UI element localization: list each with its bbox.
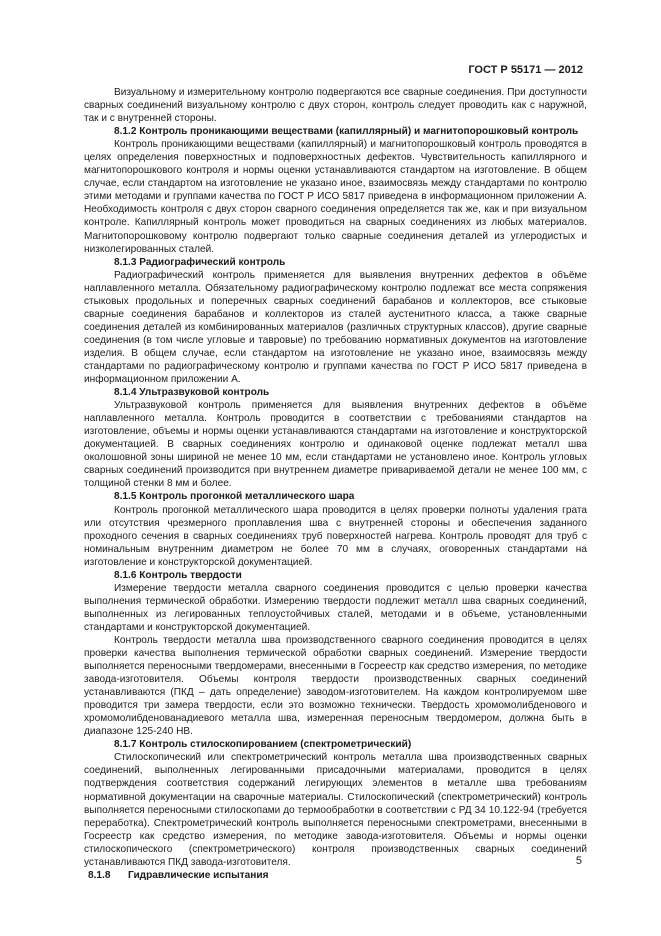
paragraph: Ультразвуковой контроль применяется для выявления внутренних дефектов в объёме наплавленного металла. Контроль проводится в соответствии с требованиями стандартов на изготовление, объемы и нормы оценки устанавливаются стандартами на изготовление и конструкторской документацией. В сварных соединениях контролю и одинаковой оценке подлежат металл шва околошовной зоны шириной не менее 10 мм, если стандартами не установлено иное. Контроль угловых сварных соединений производится при внутреннем диаметре привариваемой детали не менее 100 мм, с толщиной стенки 8 мм и более. xyxy=(84,400,587,490)
section-number: 8.1.4 xyxy=(114,387,137,399)
section-title: Ультразвуковой контроль xyxy=(139,387,270,399)
section-number: 8.1.2 xyxy=(114,126,137,138)
paragraph: Измерение твердости металла сварного соединения проводится с целью проверки качества выполнения термической обработки. Измерению твердости подлежит металл шва сварных соединений, выполненных из легированных теплоустойчивых сталей, методами и в объеме, установленными стандартами и конструкторской документацией. xyxy=(84,582,587,633)
paragraph: Контроль твердости металла шва производственного сварного соединения проводится в целях проверки качества выполнения термической обработки сварных соединений. Измерение твердости выполняется переносными твердомерами, внесенными в Госреестр как средство измерения, по методике завода-изготовителя. Объемы контроля твердости производственных сварных соединений устанавливаются (ПКД – дать определение) заводом-изготовителем. На каждом контролируемом шве проводится три замера твердости, если это возможно технически. Твердость хромомолибденового и хромомолибденованадиевого металла шва, измеренная переносным твердомером, должна быть в диапазоне 125-240 НВ. xyxy=(84,634,587,738)
section-heading-8-1-2 xyxy=(84,125,587,138)
paragraph: Стилоскопический или спектрометрический контроль металла шва производственных сварных соединений, выполненных легированными присадочными материалами, проводится в целях подтверждения соответствия содержаний легирующих элементов в металле шва требованиям нормативной документации на сварочные материалы. Стилоскопический (спектрометрический) контроль выполняется переносными стилоскопами до термообработки в соответствии с РД 34 10.122-94 (требуется переработка). Спектрометрический контроль выполняется переносными спектрометрами, внесенными в Госреестр как средство измерения, по методике завода-изготовителя. Объемы и нормы оценки стилоскопического (спектрометрического) контроля производственных сварных соединений устанавливаются ПКД завода-изготовителя. xyxy=(84,752,587,868)
paragraph: Контроль проникающими веществами (капиллярный) и магнитопорошковый контроль проводятся в целях определения поверхностных и подповерхностных дефектов. Чувствительность капиллярного и магнитопорошкового контроля и нормы оценки устанавливаются стандартом на изготовление. В общем случае, если стандартом на изготовление не указано иное, взаимосвязь между стандартами по контролю этими методами и группами качества по ГОСТ Р ИСО 5817 приведена в информационном приложении А. Необходимость контроля с двух сторон сварного соединения определяется так же, как и при визуальном контроле. Капиллярный контроль может проводиться на сварных соединениях из любых материалов. Магнитопорошковому контролю подвергают только сварные соединения деталей из углеродистых и низколегированных сталей. xyxy=(84,139,587,255)
section-heading-8-1-7 xyxy=(84,738,587,751)
paragraph: Контроль прогонкой металлического шара проводится в целях проверки полноты удаления грата или отсутствия чрезмерного проплавления шва с внутренней стороны и обеспечения заданного проходного сечения в сварных соединениях труб поверхностей нагрева. Контроль проводят для труб с номинальным внутренним диаметром не более 70 мм в случаях, оговоренных стандартами на изготовление и конструкторской документацией. xyxy=(84,504,587,568)
section-number: 8.1.8 xyxy=(88,869,111,881)
section-number: 8.1.6 xyxy=(114,569,137,581)
section-heading-8-1-5 xyxy=(84,490,587,503)
document-header: ГОСТ Р 55171 — 2012 xyxy=(468,64,583,76)
section-heading-8-1-3 xyxy=(84,256,587,269)
section-title: Контроль проникающими веществами (капиллярный) и магнитопорошковый контроль xyxy=(139,126,579,138)
section-title: Гидравлические испытания xyxy=(128,869,269,881)
section-number: 8.1.5 xyxy=(114,491,137,503)
section-title: Контроль стилоскопированием (спектрометрический) xyxy=(139,739,412,751)
page-content xyxy=(84,86,587,882)
section-title: Контроль прогонкой металлического шара xyxy=(139,491,355,503)
section-number: 8.1.7 xyxy=(114,739,137,751)
section-title: Радиографический контроль xyxy=(139,256,286,268)
section-title: Контроль твердости xyxy=(139,569,242,581)
section-heading-8-1-8 xyxy=(84,869,587,882)
page-number: 5 xyxy=(575,855,582,867)
paragraph: Визуальному и измерительному контролю подвергаются все сварные соединения. При доступности сварных соединений визуальному контролю с двух сторон, контроль следует проводить как с наружной, так и с внутренней стороны. xyxy=(84,87,587,125)
section-number: 8.1.3 xyxy=(114,256,137,268)
section-heading-8-1-4 xyxy=(84,386,587,399)
section-heading-8-1-6 xyxy=(84,569,587,582)
paragraph: Радиографический контроль применяется для выявления внутренних дефектов в объёме наплавленного металла. Обязательному радиографическому контролю подлежат все места сопряжения стыковых продольных и поперечных сварных соединений барабанов и коллекторов, все стыковые сварные соединения барабанов и коллекторов из сталей аустенитного класса, а также сварные соединения деталей из комбинированных материалов (различных структурных классов), другие сварные соединения (в том числе угловые и тавровые) по требованию нормативных документов на изготовление изделия. В общем случае, если стандартом на изготовление не указано иное, взаимосвязь между стандартами по радиографическому контролю и группами качества по ГОСТ Р ИСО 5817 приведена в информационном приложении А. xyxy=(84,269,587,386)
